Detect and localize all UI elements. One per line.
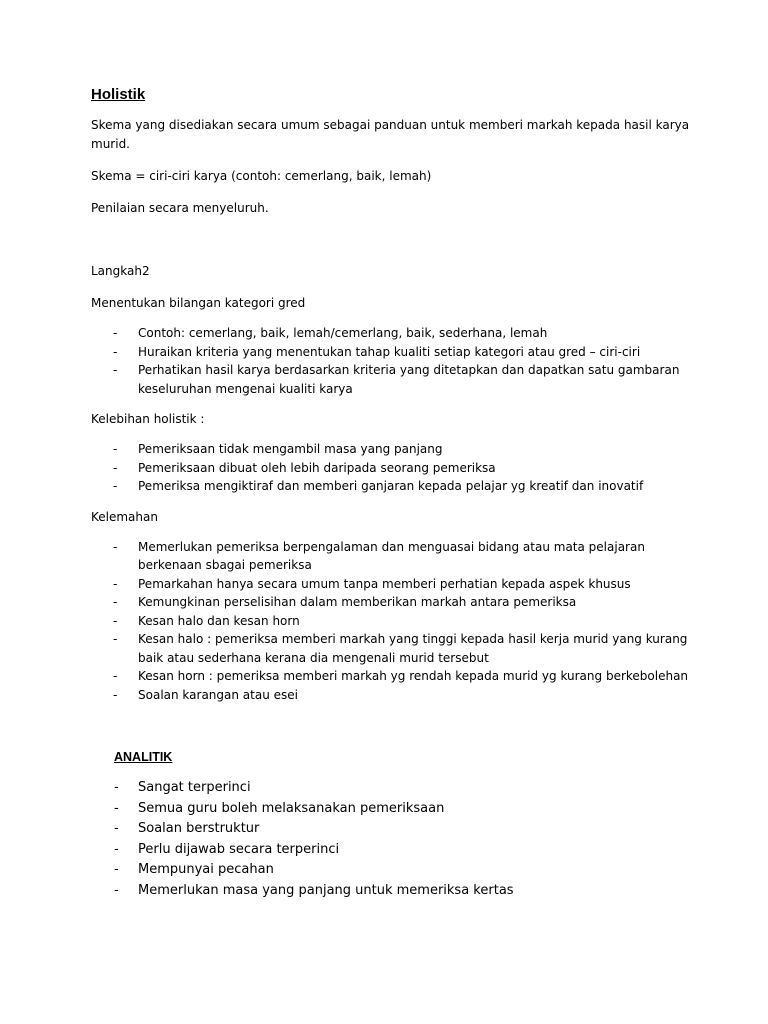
dash-bullet: - (113, 687, 118, 702)
list-item (91, 881, 691, 902)
dash-bullet: - (113, 539, 118, 554)
list-item (91, 630, 691, 667)
list-item-text: Pemeriksa mengiktiraf dan memberi ganjaran kepada pelajar yg kreatif dan inovatif (138, 479, 644, 493)
list-item (91, 459, 691, 478)
dash-bullet: - (113, 479, 118, 493)
list-item-text: Pemarkahan hanya secara umum tanpa memberi perhatian kepada aspek khusus (138, 576, 631, 591)
dash-bullet: - (114, 821, 119, 836)
kelemahan-heading: Kelemahan (91, 509, 158, 524)
analitik-list (91, 778, 691, 901)
list-item (91, 612, 691, 631)
list-item-text: Memerlukan pemeriksa berpengalaman dan menguasai bidang atau mata pelajaran berkenaan sbagai pemeriksa (138, 539, 645, 572)
list-item-text: Soalan berstruktur (138, 821, 260, 836)
dash-bullet: - (114, 882, 119, 898)
document-body (91, 84, 691, 901)
list-item-text: Semua guru boleh melaksanakan pemeriksaan (138, 800, 445, 816)
dash-bullet: - (113, 363, 118, 377)
langkah-heading: Langkah2 (91, 264, 150, 278)
list-item (91, 343, 691, 362)
list-item (91, 860, 691, 881)
list-item (91, 440, 691, 459)
list-item-text: Huraikan kriteria yang menentukan tahap kualiti setiap kategori atau gred – ciri-ciri (138, 344, 641, 359)
dash-bullet: - (114, 800, 119, 816)
list-item (91, 667, 691, 686)
list-item-text: Memerlukan masa yang panjang untuk memeriksa kertas (138, 882, 514, 898)
list-item (91, 840, 691, 861)
list-item-text: Perlu dijawab secara terperinci (138, 841, 340, 857)
list-item (91, 819, 691, 840)
holistik-heading: Holistik (91, 86, 146, 103)
dash-bullet: - (113, 326, 118, 340)
analitik-heading: ANALITIK (114, 750, 173, 764)
list-item (91, 575, 691, 594)
list-item (91, 686, 691, 705)
list-item (91, 361, 691, 398)
list-item (91, 477, 691, 496)
list-item-text: Soalan karangan atau esei (138, 687, 298, 702)
dash-bullet: - (114, 862, 119, 877)
dash-bullet: - (113, 344, 118, 359)
dash-bullet: - (113, 595, 118, 609)
dash-bullet: - (113, 576, 118, 591)
dash-bullet: - (114, 780, 119, 795)
dash-bullet: - (113, 613, 118, 628)
list-item-text: Kesan horn : pemeriksa memberi markah yg rendah kepada murid yg kurang berkebolehan (138, 669, 689, 683)
list-item-text: Pemeriksaan dibuat oleh lebih daripada seorang pemeriksa (138, 460, 496, 475)
dash-bullet: - (114, 841, 119, 857)
list-item (91, 778, 691, 799)
dash-bullet: - (113, 442, 118, 456)
list-item (91, 324, 691, 343)
kelebihan-heading: Kelebihan holistik : (91, 412, 205, 426)
list-item-text: Mempunyai pecahan (138, 862, 274, 877)
dash-bullet: - (113, 632, 118, 646)
langkah-list (91, 324, 691, 398)
list-item (91, 799, 691, 820)
list-item-text: Contoh: cemerlang, baik, lemah/cemerlang, baik, sederhana, lemah (138, 326, 548, 340)
kelemahan-list (91, 538, 691, 705)
list-item-text: Pemeriksaan tidak mengambil masa yang panjang (138, 442, 443, 456)
langkah-intro: Menentukan bilangan kategori gred (91, 296, 306, 310)
list-item-text: Kemungkinan perselisihan dalam memberikan markah antara pemeriksa (138, 595, 577, 609)
holistik-penilaian: Penilaian secara menyeluruh. (91, 201, 269, 215)
list-item (91, 538, 691, 575)
holistik-definition: Skema yang disediakan secara umum sebagai panduan untuk memberi markah kepada hasil karya murid. (91, 118, 690, 151)
kelebihan-list (91, 440, 691, 496)
list-item-text: Kesan halo dan kesan horn (138, 613, 300, 628)
list-item-text: Perhatikan hasil karya berdasarkan kriteria yang ditetapkan dan dapatkan satu gambaran keseluruhan mengenai kualiti karya (138, 363, 680, 396)
dash-bullet: - (113, 669, 118, 683)
list-item (91, 593, 691, 612)
holistik-skema: Skema = ciri-ciri karya (contoh: cemerlang, baik, lemah) (91, 169, 432, 183)
list-item-text: Sangat terperinci (138, 780, 251, 795)
dash-bullet: - (113, 460, 118, 475)
list-item-text: Kesan halo : pemeriksa memberi markah yang tinggi kepada hasil kerja murid yang kurang baik atau sederhana kerana dia mengenali murid tersebut (138, 632, 688, 665)
